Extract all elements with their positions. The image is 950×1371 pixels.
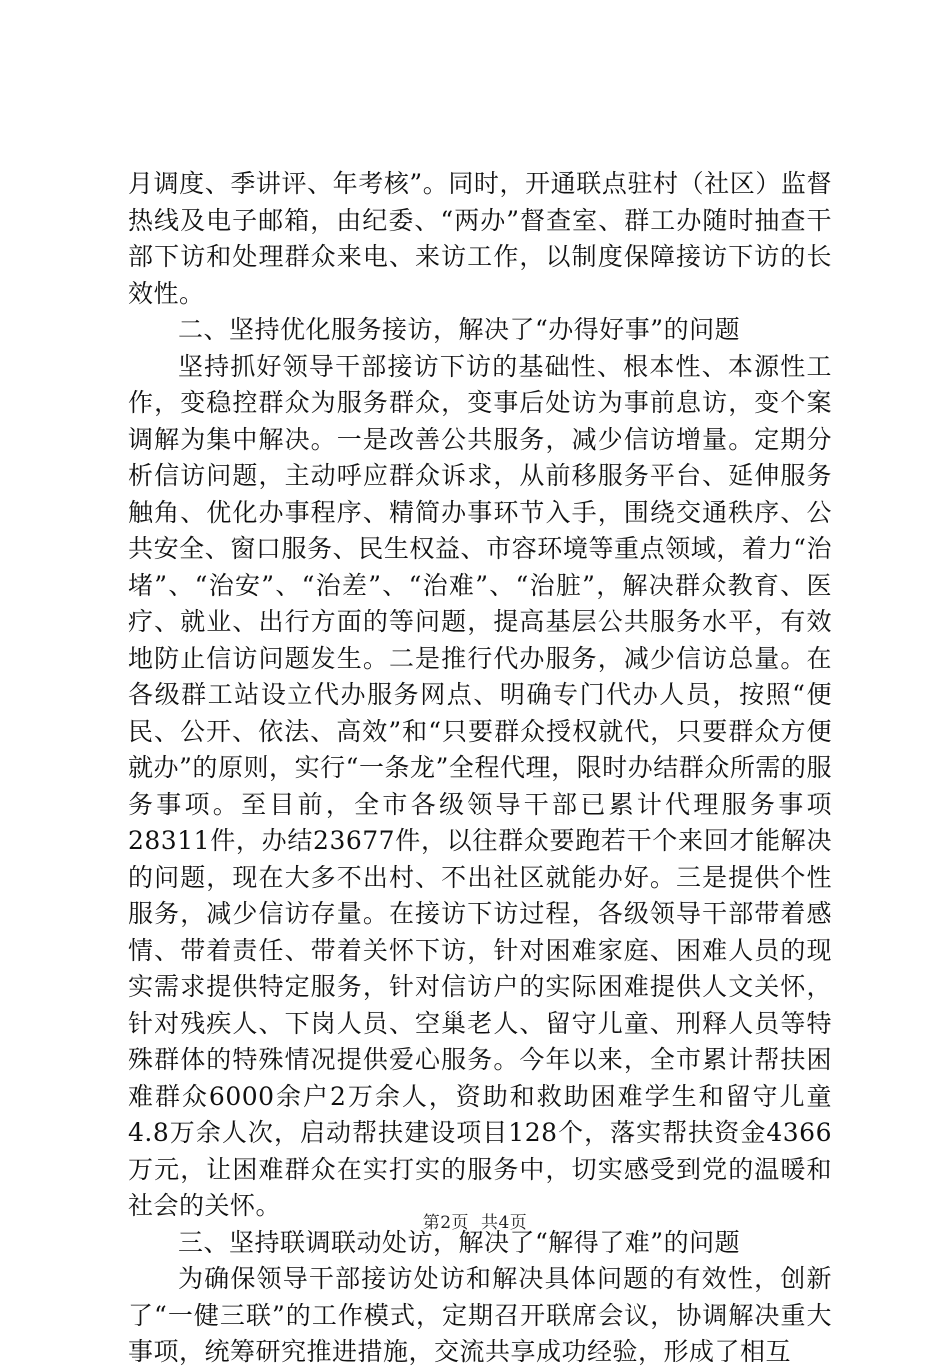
page-footer bbox=[0, 1208, 950, 1233]
section-heading-3: 三、坚持联调联动处访，解决了“解得了难”的问题 bbox=[178, 1227, 741, 1257]
paragraph-continuation: 月调度、季讲评、年考核”。同时，开通联点驻村（社区）监督热线及电子邮箱，由纪委、“两办”督查室、群工办随时抽查干部下访和处理群众来电、来访工作，以制度保障接访下访的长效性。 bbox=[128, 169, 832, 308]
page-number: 第2页 bbox=[422, 1213, 470, 1233]
paragraph-service: 坚持抓好领导干部接访下访的基础性、根本性、本源性工作，变稳控群众为服务群众，变事后处访为事前息访，变个案调解为集中解决。一是改善公共服务，减少信访增量。定期分析信访问题，主动呼应群众诉求，从前移服务平台、延伸服务触角、优化办事程序、精简办事环节入手，围绕交通秩序、公共安全、窗口服务、民生权益、市容环境等重点领域，着力“治堵”、“治安”、“治差”、“治难”、“治脏”，解决群众教育、医疗、就业、出行方面的等问题，提高基层公共服务水平，有效地防止信访问题发生。二是推行代办服务，减少信访总量。在各级群工站设立代办服务网点、明确专门代办人员，按照“便民、公开、依法、高效”和“只要群众授权就代，只要群众方便就办”的原则，实行“一条龙”全程代理，限时办结群众所需的服务事项。至目前，全市各级领导干部已累计代理服务事项28311件，办结23677件，以往群众要跑若干个来回才能解决的问题，现在大多不出村、不出社区就能办好。三是提供个性服务，减少信访存量。在接访下访过程，各级领导干部带着感情、带着责任、带着关怀下访，针对困难家庭、困难人员的现实需求提供特定服务，针对信访户的实际困难提供人文关怀，针对残疾人、下岗人员、空巢老人、留守儿童、刑释人员等特殊群体的特殊情况提供爱心服务。今年以来，全市累计帮扶困难群众6000余户2万余人，资助和救助困难学生和留守儿童4.8万余人次，启动帮扶建设项目128个，落实帮扶资金4366万元，让困难群众在实打实的服务中，切实感受到党的温暖和社会的关怀。 bbox=[128, 351, 832, 1220]
paragraph-coordination: 为确保领导干部接访处访和解决具体问题的有效性，创新了“一健三联”的工作模式，定期召开联席会议，协调解决重大事项，统筹研究推进措施，交流共享成功经验，形成了相互 bbox=[128, 1264, 832, 1366]
page-total: 共4页 bbox=[480, 1213, 528, 1233]
document-body bbox=[128, 166, 832, 1371]
section-heading-2: 二、坚持优化服务接访，解决了“办得好事”的问题 bbox=[178, 315, 741, 344]
